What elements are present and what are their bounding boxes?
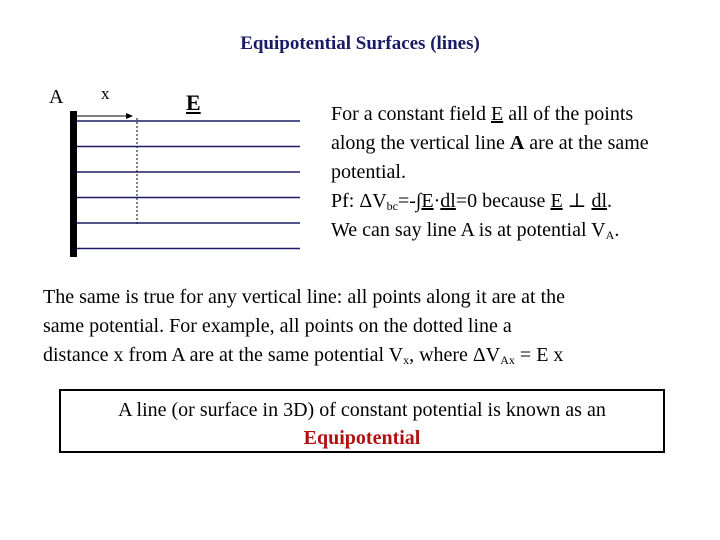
para1-line2: along the vertical line A are at the same (331, 132, 649, 154)
para1-line3: potential. (331, 161, 406, 183)
distance-arrow-head (126, 113, 133, 119)
para2-line1: The same is true for any vertical line: all points along it are at the (43, 286, 566, 308)
para2-line2: same potential. For example, all points on the dotted line a (43, 315, 512, 337)
definition-callout (59, 389, 665, 453)
para1-line4: Pf: $\Delta V_{bc}=-\int E\cdot dl=0$ because E ⊥ dl. (331, 190, 613, 213)
field-lines (74, 121, 300, 249)
callout-line1: A line (or surface in 3D) of constant potential is known as an (118, 399, 606, 421)
line-a-label: A (49, 86, 64, 108)
generalization-paragraph (43, 283, 713, 370)
para1-line5: We can say line A is at potential $V_A$. (331, 219, 620, 242)
para1-line1: For a constant field E all of the points (331, 103, 634, 125)
distance-x-label: x (101, 84, 110, 103)
para2-line3: distance x from A are at the same potential $V_x$, where $\Delta V_{Ax} = E$ x (43, 344, 564, 367)
field-e-label: E (186, 90, 201, 115)
field-diagram (60, 95, 305, 260)
slide-title: Equipotential Surfaces (lines) (240, 33, 480, 54)
callout-highlight: Equipotential (303, 427, 421, 449)
line-a (70, 111, 77, 257)
explanation-paragraph (331, 100, 716, 245)
